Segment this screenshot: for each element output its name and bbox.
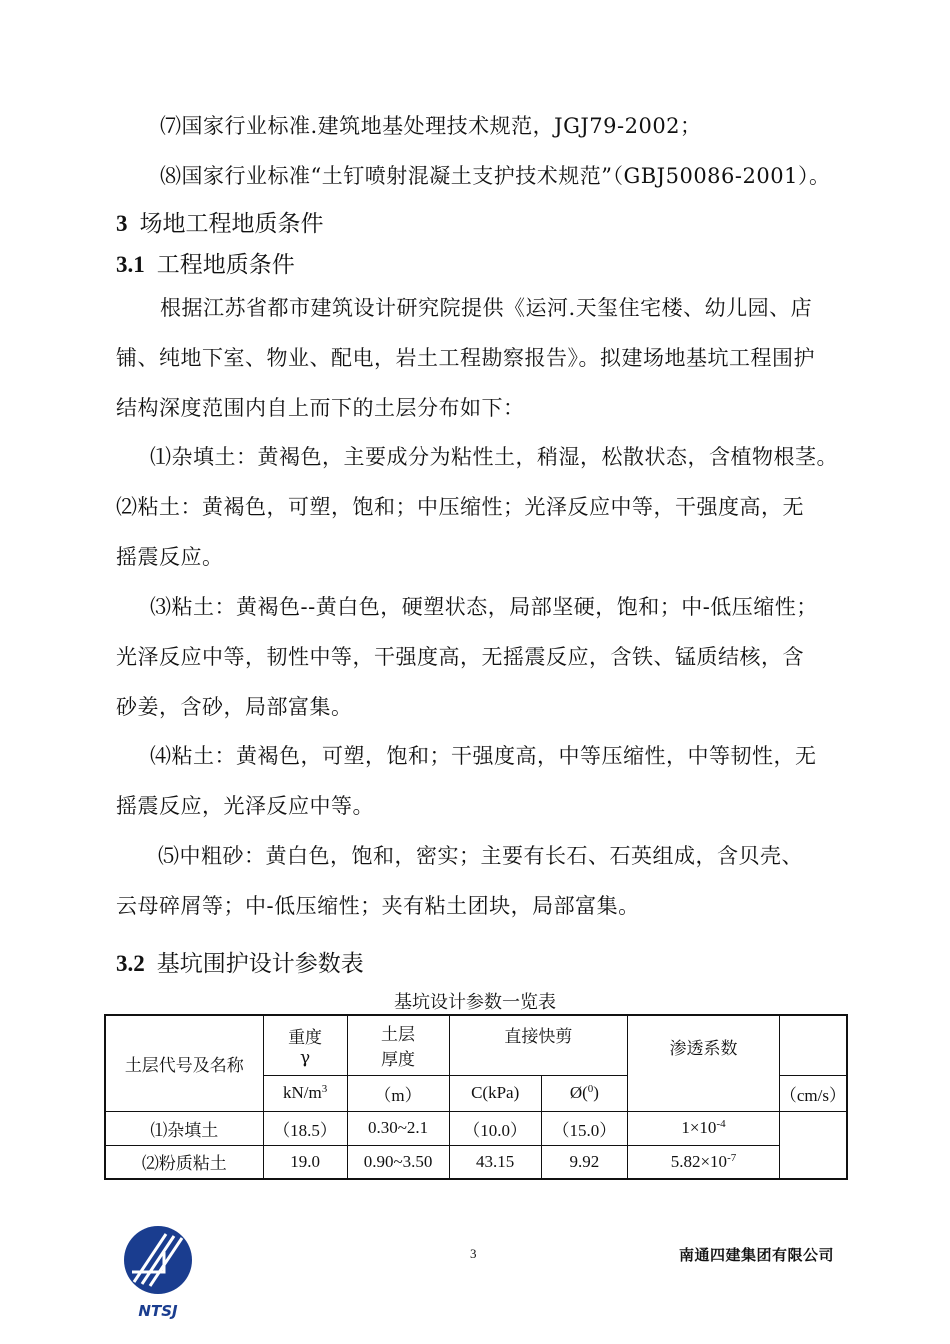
unit-permeability: （cm/s） <box>779 1075 847 1111</box>
layer-5-line-1: ⑸中粗砂：黄白色，饱和，密实；主要有长石、石英组成，含贝壳、 <box>158 844 803 868</box>
layer-2-line-1: ⑵粘土：黄褐色，可塑，饱和；中压缩性；光泽反应中等，干强度高，无 <box>116 495 804 519</box>
intro-line-1: 根据江苏省都市建筑设计研究院提供《运河.天玺住宅楼、幼儿园、店 <box>160 296 813 320</box>
header-direct-shear: 直接快剪 <box>449 1015 628 1075</box>
row-thickness: 0.30~2.1 <box>347 1111 449 1145</box>
section-3-1-heading <box>116 246 295 279</box>
row-cohesion: （10.0） <box>449 1111 541 1145</box>
section-number: 3 <box>116 211 128 236</box>
unit-phi-exp: 0 <box>587 1083 594 1095</box>
row-layer-name: ⑴杂填土 <box>105 1111 263 1145</box>
layer-4-line-1: ⑷粘土：黄褐色，可塑，饱和；干强度高，中等压缩性，中等韧性，无 <box>150 744 817 768</box>
header-thickness-line-1: 土层 <box>381 1025 416 1046</box>
page-number: 3 <box>470 1246 477 1261</box>
table-row <box>105 1111 847 1145</box>
section-title: 基坑围护设计参数表 <box>156 951 364 977</box>
unit-phi-base: Ø( <box>569 1083 588 1102</box>
row-permeability-exp: -7 <box>727 1151 737 1164</box>
row-friction-angle: 9.92 <box>541 1145 627 1179</box>
section-number: 3.1 <box>116 252 145 277</box>
intro-line-3: 结构深度范围内自上而下的土层分布如下： <box>116 396 525 420</box>
layer-5-line-2: 云母碎屑等；中-低压缩性；夹有粘土团块，局部富集。 <box>116 894 640 918</box>
header-thickness-line-2: 厚度 <box>381 1050 416 1071</box>
section-3-heading <box>116 205 324 238</box>
reference-item-7: ⑺国家行业标准.建筑地基处理技术规范，JGJ79-2002； <box>160 114 702 138</box>
unit-friction-angle <box>541 1075 627 1111</box>
layer-3-line-3: 砂姜，含砂，局部富集。 <box>116 695 353 719</box>
header-density-line-1: 重度 <box>288 1027 323 1048</box>
unit-thickness: （m） <box>347 1075 449 1111</box>
row-cohesion: 43.15 <box>449 1145 541 1179</box>
table-caption: 基坑设计参数一览表 <box>394 992 556 1013</box>
company-name: 南通四建集团有限公司 <box>678 1246 834 1264</box>
layer-2-line-2: 摇震反应。 <box>116 545 224 569</box>
header-density <box>263 1015 347 1075</box>
ntsj-logo <box>118 1222 198 1322</box>
unit-cohesion: C(kPa) <box>449 1075 541 1111</box>
row-density: （18.5） <box>263 1111 347 1145</box>
logo-text: NTSJ <box>138 1302 178 1320</box>
row-permeability <box>628 1111 780 1145</box>
row-layer-name: ⑵粉质粘土 <box>105 1145 263 1179</box>
row-density: 19.0 <box>263 1145 347 1179</box>
unit-phi-close: ) <box>593 1083 599 1102</box>
section-3-2-heading <box>116 945 364 978</box>
row-permeability-base: 1×10 <box>681 1118 717 1137</box>
row-permeability-exp: -4 <box>716 1118 726 1130</box>
unit-density-exp: 3 <box>321 1083 328 1095</box>
header-permeability: 渗透系数 <box>628 1015 780 1111</box>
unit-density-base: kN/m <box>282 1083 322 1102</box>
row-permeability-base: 5.82×10 <box>670 1151 728 1171</box>
unit-density <box>263 1075 347 1111</box>
layer-4-line-2: 摇震反应，光泽反应中等。 <box>116 794 374 818</box>
section-title: 工程地质条件 <box>156 252 295 278</box>
reference-item-8: ⑻国家行业标准“土钉喷射混凝土支护技术规范”（GBJ50086-2001）。 <box>160 164 831 188</box>
section-title: 场地工程地质条件 <box>139 211 324 237</box>
header-thickness <box>347 1015 449 1075</box>
layer-1-line-1: ⑴杂填土：黄褐色，主要成分为粘性土，稍湿，松散状态，含植物根茎。 <box>150 445 838 469</box>
layer-3-line-1: ⑶粘土：黄褐色--黄白色，硬塑状态，局部坚硬，饱和；中-低压缩性； <box>150 595 818 619</box>
row-permeability <box>628 1145 780 1179</box>
layer-3-line-2: 光泽反应中等，韧性中等，干强度高，无摇震反应，含铁、锰质结核，含 <box>116 645 804 669</box>
header-layer-name: 土层代号及名称 <box>105 1015 263 1111</box>
row-friction-angle: （15.0） <box>541 1111 627 1145</box>
table-row <box>105 1145 847 1179</box>
header-density-line-2: γ <box>299 1047 311 1068</box>
row-thickness: 0.90~3.50 <box>347 1145 449 1179</box>
section-number: 3.2 <box>116 951 145 976</box>
intro-line-2: 铺、纯地下室、物业、配电，岩土工程勘察报告》。拟建场地基坑工程围护 <box>116 346 815 370</box>
parameter-table <box>104 1014 848 1180</box>
